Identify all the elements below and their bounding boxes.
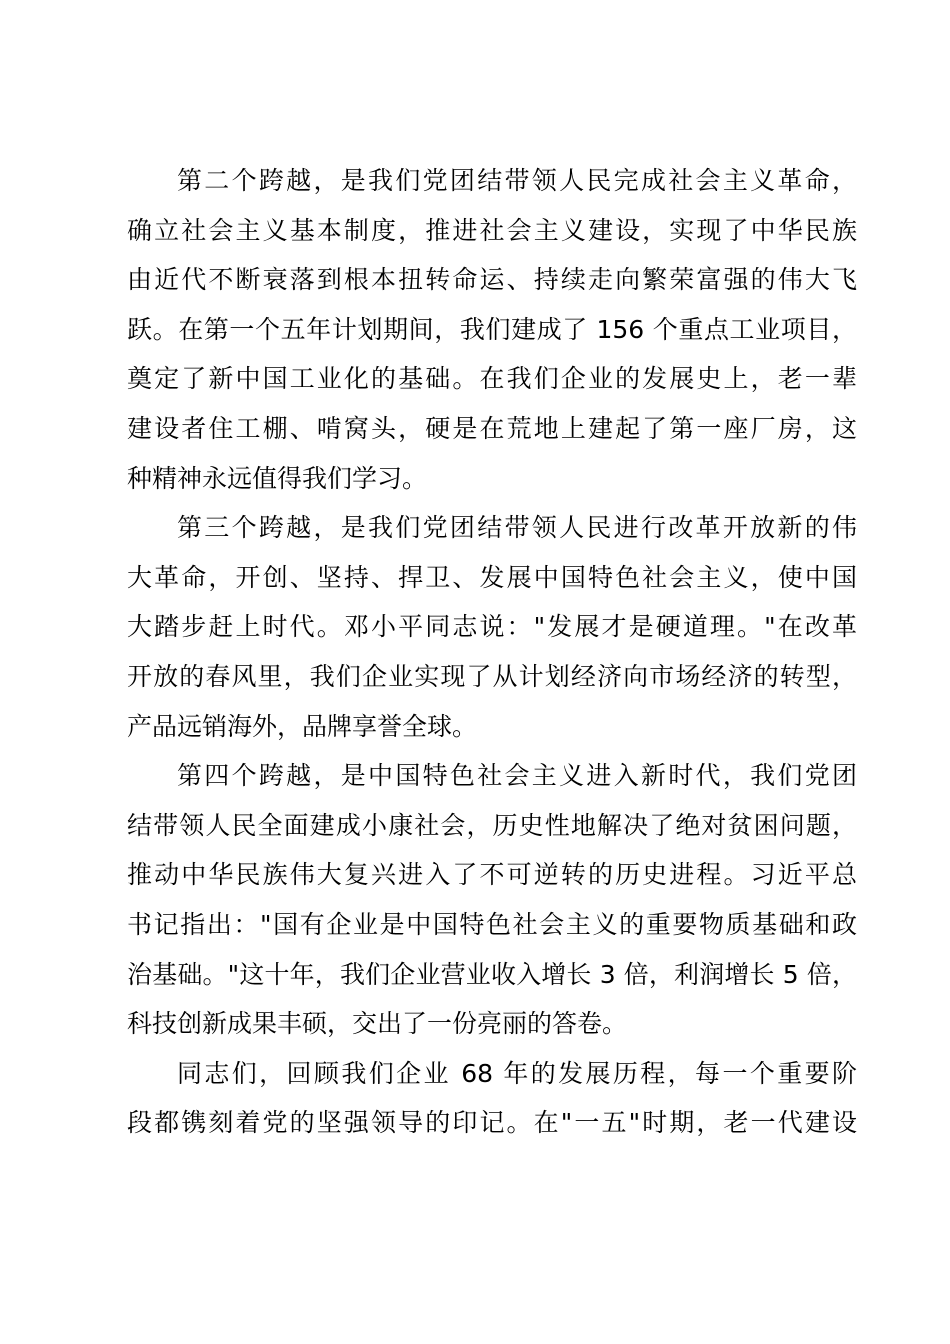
text-line: 治基础。"这十年，我们企业营业收入增长 3 倍，利润增长 5 倍， <box>127 959 857 989</box>
text-line: 开放的春风里，我们企业实现了从计划经济向市场经济的转型， <box>127 661 857 691</box>
text-line: 推动中华民族伟大复兴进入了不可逆转的历史进程。习近平总 <box>127 860 857 890</box>
text-line: 种精神永远值得我们学习。 <box>127 463 428 493</box>
text-line: 大革命，开创、坚持、捍卫、发展中国特色社会主义，使中国 <box>127 562 857 592</box>
text-line: 奠定了新中国工业化的基础。在我们企业的发展史上，老一辈 <box>127 364 857 394</box>
document-body <box>127 156 857 1148</box>
text-line: 科技创新成果丰硕，交出了一份亮丽的答卷。 <box>127 1009 628 1039</box>
text-line: 由近代不断衰落到根本扭转命运、持续走向繁荣富强的伟大飞 <box>127 265 857 295</box>
text-line: 第二个跨越，是我们党团结带领人民完成社会主义革命， <box>177 166 857 195</box>
text-line: 大踏步赶上时代。邓小平同志说："发展才是硬道理。"在改革 <box>127 612 857 642</box>
paragraph-review <box>127 1049 857 1148</box>
paragraph-third-leap <box>127 503 857 751</box>
text-line: 同志们，回顾我们企业 68 年的发展历程，每一个重要阶 <box>177 1058 857 1088</box>
text-line: 跃。在第一个五年计划期间，我们建成了 156 个重点工业项目， <box>127 314 857 344</box>
text-line: 第四个跨越，是中国特色社会主义进入新时代，我们党团 <box>177 761 857 791</box>
paragraph-fourth-leap <box>127 751 857 1049</box>
text-line: 产品远销海外，品牌享誉全球。 <box>127 711 478 741</box>
text-line: 第三个跨越，是我们党团结带领人民进行改革开放新的伟 <box>177 513 857 543</box>
paragraph-second-leap <box>127 156 857 503</box>
text-line: 建设者住工棚、啃窝头，硬是在荒地上建起了第一座厂房，这 <box>127 413 857 443</box>
text-line: 结带领人民全面建成小康社会，历史性地解决了绝对贫困问题， <box>127 810 857 840</box>
text-line: 书记指出："国有企业是中国特色社会主义的重要物质基础和政 <box>127 909 857 939</box>
text-line: 确立社会主义基本制度，推进社会主义建设，实现了中华民族 <box>127 215 857 245</box>
text-line: 段都镌刻着党的坚强领导的印记。在"一五"时期，老一代建设 <box>127 1108 857 1138</box>
